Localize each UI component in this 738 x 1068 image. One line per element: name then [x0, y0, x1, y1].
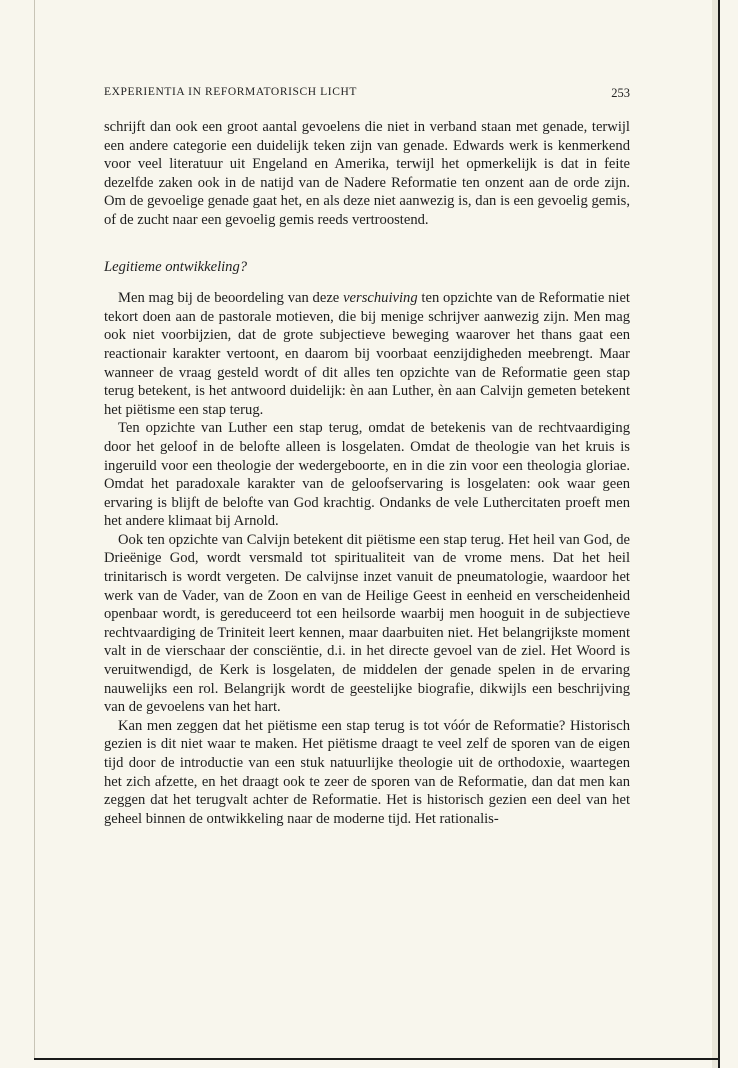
page-number: 253	[611, 86, 630, 100]
paragraph-text: ten opzichte van de Reformatie niet tekort doen aan de pastorale motieven, die bij menige schrijver aanwezig zijn. Men mag ook niet voorbijzien, dat de grote subjectieve beweging waarover het thans gaat een reactionair karakter vertoont, en daarom bij voorbaat eenzijdigheden meebrengt. Maar wanneer de vraag gesteld wordt of dit alles ten opzichte van de Reformatie geen stap terug betekent, is het antwoord duidelijk: èn aan Luther, èn aan Calvijn gemeten betekent het piëtisme een stap terug.	[104, 290, 630, 418]
running-title: EXPERIENTIA IN REFORMATORISCH LICHT	[104, 86, 358, 98]
body-text	[104, 118, 630, 828]
page-bottom-edge	[34, 1058, 720, 1060]
page-left-edge	[34, 0, 35, 1060]
section-heading: Legitieme ontwikkeling?	[104, 258, 248, 275]
paragraph	[104, 289, 630, 419]
running-header	[104, 86, 630, 106]
emphasis-term: verschuiving	[343, 290, 418, 307]
paragraph-continued: schrijft dan ook een groot aantal gevoelens die niet in verband staan met genade, terwijl een andere categorie een duidelijk teken zijn van genade. Edwards werk is kenmerkend voor veel literatuur uit Engeland en Amerika, terwijl het opmerkelijk is dat in feite dezelfde zaken ook in de natijd van de Nadere Reformatie ten onzent aan de orde zijn. Om de gevoelige genade gaat het, en als deze niet aanwezig is, dan is een gevoelig gemis, of de zucht naar een gevoelig gemis reeds vertroostend.	[104, 119, 630, 228]
paragraph-text: Men mag bij de beoordeling van deze	[118, 290, 344, 307]
paragraph: Kan men zeggen dat het piëtisme een stap terug is tot vóór de Reformatie? Historisch gezien is dit niet waar te maken. Het piëtisme draagt te veel zelf de sporen van de eigen tijd door de introductie van een stuk natuurlijke theologie uit de orthodoxie, waartegen het zich afzette, en het draagt ook te zeer de sporen van de Reformatie, dan dat men kan zeggen dat het terugvalt achter de Reformatie. Het is historisch gezien een deel van het geheel binnen de ontwikkeling naar de moderne tijd. Het rationalis-	[104, 717, 630, 827]
page-right-edge	[718, 0, 720, 1068]
paragraph: Ten opzichte van Luther een stap terug, omdat de betekenis van de rechtvaardiging door het geloof in de belofte alleen is losgelaten. Omdat de theologie van het kruis is ingeruild voor een theologie der wedergeboorte, en in die zin voor een theologia gloriae. Omdat het paradoxale karakter van de geloofservaring is losgelaten: ook waar geen ervaring is blijft de belofte van God krachtig. Ondanks de vele Luthercitaten proeft men het andere klimaat bij Arnold.	[104, 420, 630, 530]
paragraph: Ook ten opzichte van Calvijn betekent dit piëtisme een stap terug. Het heil van God, de Drieënige God, wordt versmald tot spiritualiteit van de vrome mens. Dat het heil trinitarisch is wordt vergeten. De calvijnse inzet vanuit de pneumatologie, waardoor het werk van de Vader, van de Zoon en van de Heilige Geest in eenheid en verscheidenheid openbaar wordt, is gereduceerd tot een heilsorde waarbij men hooguit in de subjectieve rechtvaardiging de Triniteit leert kennen, maar daarbuiten niet. Het belangrijkste moment valt in de vierschaar der consciëntie, d.i. in het directe gevoel van de ziel. Het Woord is veruitwendigd, de Kerk is losgelaten, de middelen der genade spelen in de ervaring nauwelijks een rol. Belangrijk wordt de geestelijke biografie, dikwijls een beschrijving van de gevoelens van het hart.	[104, 531, 630, 716]
